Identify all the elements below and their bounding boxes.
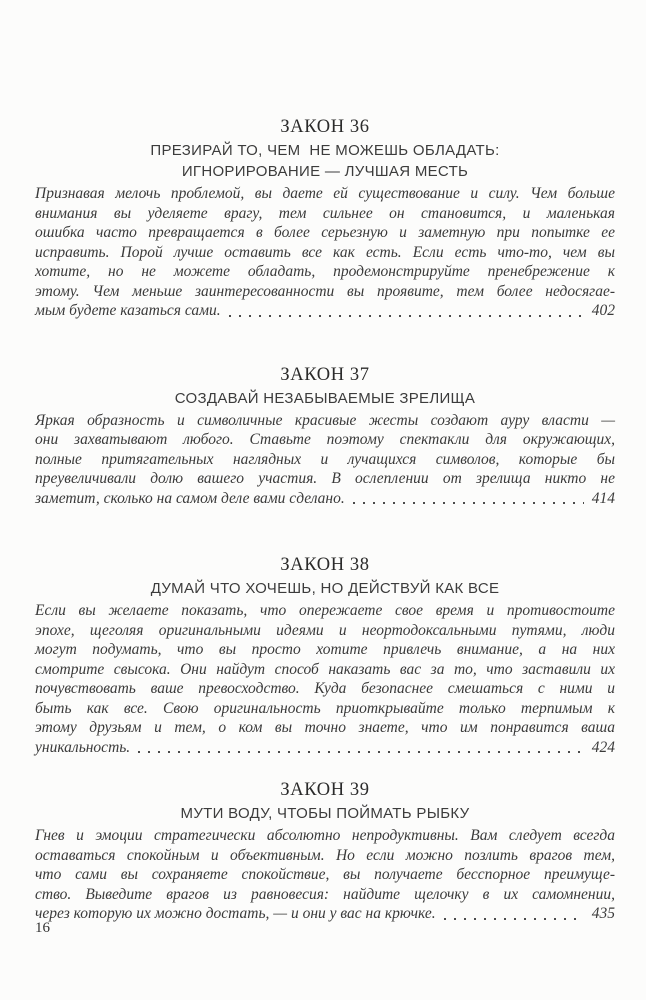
page-ref-number: 414	[591, 489, 615, 507]
law-summary	[35, 826, 615, 924]
summary-line: почувствовать ваше превосходство. Куда безопаснее смешаться с ними и	[35, 680, 615, 697]
law-subtitle-line: МУТИ ВОДУ, ЧТОБЫ ПОЙМАТЬ РЫБКУ	[180, 805, 470, 822]
summary-line: смотрите свысока. Они найдут способ наказать вас за то, что заставили их	[35, 660, 615, 678]
law-title: ЗАКОН 37	[280, 364, 370, 385]
summary-line: оставаться спокойным и объективным. Но если можно позлить врагов тем,	[35, 846, 615, 864]
dot-leader	[227, 301, 584, 321]
summary-line: уникальность.	[35, 738, 131, 756]
summary-line: внимания вы уделяете врагу, тем сильнее он становится, и маленькая	[35, 204, 615, 222]
summary-line: Признавая мелочь проблемой, вы даете ей существование и силу. Чем больше	[35, 185, 615, 202]
page-ref-number: 424	[591, 738, 615, 756]
summary-line: ошибка часто превращается в более серьезную и заметную при попытке ее	[35, 224, 615, 241]
summary-last-line	[35, 301, 615, 321]
law-title: ЗАКОН 36	[280, 117, 370, 137]
summary-line: Яркая образность и символичные красивые жесты создают ауру власти —	[35, 411, 615, 429]
summary-line: могут подумать, что вы просто хотите привлечь внимание, а на них	[35, 641, 615, 658]
summary-line: ство. Выведите врагов из равновесия: найдите щелочку в их самомнении,	[35, 885, 615, 903]
summary-line: мым будете казаться сами.	[35, 302, 221, 319]
toc-section-law-39	[35, 779, 615, 924]
law-subtitle-line: СОЗДАВАЙ НЕЗАБЫВАЕМЫЕ ЗРЕЛИЩА	[174, 389, 476, 407]
toc-section-law-36	[35, 116, 615, 321]
summary-line: быть как все. Свою оригинальность приоткрывайте только терпимым к	[35, 699, 615, 717]
law-subtitle-line: ДУМАЙ ЧТО ХОЧЕШЬ, НО ДЕЙСТВУЙ КАК ВСЕ	[150, 580, 500, 597]
summary-line: заметит, сколько на самом деле вами сделано.	[35, 489, 345, 507]
summary-line: исправить. Порой лучше оставить все как есть. Если есть что-то, чем вы	[35, 243, 615, 261]
toc-section-law-38	[35, 554, 615, 757]
law-subtitle-line: ПРЕЗИРАЙ ТО, ЧЕМ НЕ МОЖЕШЬ ОБЛАДАТЬ:	[150, 142, 500, 159]
summary-line: что сами вы сохраняете спокойствие, вы получаете бесспорное преимуще-	[35, 866, 615, 883]
law-subtitle-line: ИГНОРИРОВАНИЕ — ЛУЧШАЯ МЕСТЬ	[181, 163, 469, 180]
dot-leader	[351, 489, 584, 509]
page-ref-number: 402	[591, 302, 615, 319]
footer-page-number: 16	[35, 920, 50, 936]
summary-last-line	[35, 904, 615, 924]
law-summary	[35, 411, 615, 509]
dot-leader	[442, 904, 584, 924]
summary-last-line	[35, 738, 615, 758]
page-ref-number: 435	[591, 905, 615, 922]
law-summary	[35, 601, 615, 757]
summary-line: они захватывают любого. Ставьте поэтому спектакли для окружающих,	[35, 431, 615, 448]
summary-line: Если вы желаете показать, что опережаете свое время и противостоите	[35, 602, 615, 619]
summary-line: Гнев и эмоции стратегически абсолютно непродуктивны. Вам следует всегда	[35, 827, 615, 844]
toc-section-law-37	[35, 364, 615, 509]
summary-line: этому. Чем меньше заинтересованности вы проявите, тем более недосягае-	[35, 282, 615, 300]
summary-line: хотите, но не можете обладать, продемонстрируйте пренебрежение к	[35, 263, 615, 280]
law-summary	[35, 184, 615, 321]
summary-line: этому друзьям и тем, о ком вы точно знаете, что им понравится ваша	[35, 719, 615, 736]
summary-line: полные притягательных наглядных и лучащихся символов, которые бы	[35, 450, 615, 468]
law-title: ЗАКОН 39	[280, 780, 370, 800]
summary-line: эпохе, щеголяя оригинальными идеями и неортодоксальными путями, люди	[35, 621, 615, 639]
summary-line: преувеличивали долю вашего участия. В ослеплении от зрелища никто не	[35, 470, 615, 487]
summary-last-line	[35, 489, 615, 509]
dot-leader	[136, 738, 584, 758]
law-title: ЗАКОН 38	[280, 555, 370, 575]
summary-line: через которую их можно достать, — и они у вас на крючке.	[35, 905, 436, 922]
